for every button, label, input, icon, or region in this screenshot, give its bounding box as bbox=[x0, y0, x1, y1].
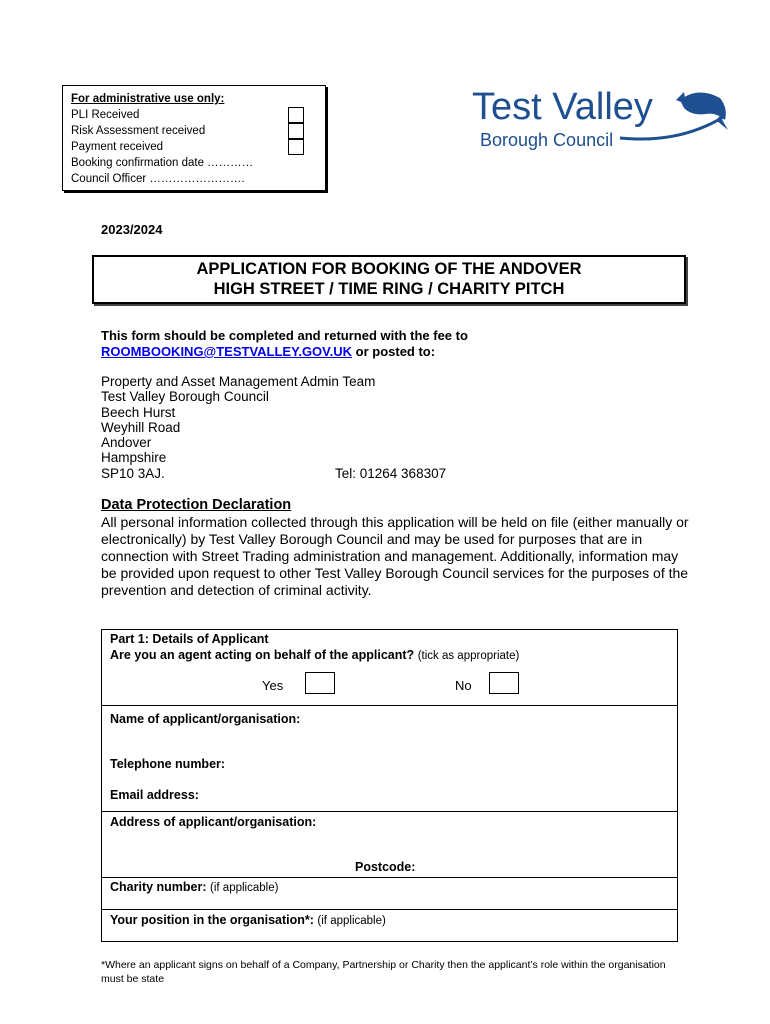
charity-row bbox=[102, 877, 677, 910]
logo-text-sub: Borough Council bbox=[480, 130, 614, 150]
agent-no-checkbox[interactable] bbox=[489, 672, 519, 694]
agent-question-note: (tick as appropriate) bbox=[417, 650, 520, 662]
charity-number-field[interactable] bbox=[110, 880, 278, 894]
address-line: Hampshire bbox=[101, 450, 167, 466]
address-line: Test Valley Borough Council bbox=[101, 389, 269, 405]
payment-received-checkbox[interactable] bbox=[288, 139, 304, 155]
address-row bbox=[102, 811, 677, 878]
logo-text-main: Test Valley bbox=[472, 86, 653, 128]
email-link[interactable]: ROOMBOOKING@TESTVALLEY.GOV.UK bbox=[101, 344, 353, 359]
address-line: Weyhill Road bbox=[101, 419, 181, 435]
address-line: Andover bbox=[101, 435, 152, 451]
admin-line-pli: PLI Received bbox=[71, 109, 140, 121]
data-protection-text: All personal information collected through this application will be held on file (either manually or electronically) by Test Valley Borough Council and may be used for purposes that are in connection with Street Trading administration and management. Additionally, information may be provided upon request to other Test Valley Borough Council services for the purposes of the prevention and detection of criminal activity. bbox=[101, 514, 689, 598]
agent-question-text: Are you an agent acting on behalf of the applicant? bbox=[110, 648, 415, 662]
form-title-line2: HIGH STREET / TIME RING / CHARITY PITCH bbox=[213, 280, 565, 298]
risk-assessment-checkbox[interactable] bbox=[288, 123, 304, 139]
admin-line-risk: Risk Assessment received bbox=[71, 125, 206, 137]
position-label: Your position in the organisation*: bbox=[110, 913, 314, 927]
contact-section bbox=[102, 705, 677, 877]
form-title-line1: APPLICATION FOR BOOKING OF THE ANDOVER bbox=[196, 260, 582, 278]
no-label: No bbox=[455, 678, 472, 693]
admin-title: For administrative use only: bbox=[71, 93, 225, 105]
telephone-text: Tel: 01264 368307 bbox=[335, 466, 447, 481]
fish-icon bbox=[676, 92, 728, 130]
footnote: *Where an applicant signs on behalf of a Company, Partnership or Charity then the applicant’s role within the organisation must be state bbox=[101, 959, 666, 985]
intro-after-email: or posted to: bbox=[352, 344, 436, 359]
admin-line-officer: Council Officer ……………………. bbox=[71, 173, 245, 185]
part1-details-table bbox=[101, 629, 678, 942]
part1-heading: Part 1: Details of Applicant bbox=[110, 632, 269, 646]
applicant-address-field[interactable]: Address of applicant/organisation: bbox=[110, 815, 317, 829]
address-line: Beech Hurst bbox=[101, 404, 176, 420]
postcode-field[interactable]: Postcode: bbox=[355, 860, 416, 874]
applicant-name-field[interactable]: Name of applicant/organisation: bbox=[110, 712, 301, 726]
test-valley-logo bbox=[470, 86, 732, 152]
agent-question bbox=[110, 648, 519, 662]
intro-text bbox=[101, 328, 468, 360]
charity-number-label: Charity number: bbox=[110, 880, 207, 894]
admin-line-payment: Payment received bbox=[71, 141, 164, 153]
year-label: 2023/2024 bbox=[101, 222, 163, 237]
form-title bbox=[92, 255, 686, 304]
telephone-field[interactable]: Telephone number: bbox=[110, 757, 226, 771]
admin-line-booking-date: Booking confirmation date ………… bbox=[71, 157, 254, 169]
data-protection-heading: Data Protection Declaration bbox=[101, 497, 292, 513]
intro-line1: This form should be completed and returned with the fee to bbox=[101, 328, 468, 343]
address-line: SP10 3AJ. bbox=[101, 465, 165, 481]
position-note: (if applicable) bbox=[317, 915, 386, 927]
email-field[interactable]: Email address: bbox=[110, 788, 199, 802]
yes-label: Yes bbox=[262, 678, 284, 693]
pli-received-checkbox[interactable] bbox=[288, 107, 304, 123]
position-field[interactable] bbox=[110, 913, 386, 927]
admin-use-box bbox=[62, 85, 326, 191]
agent-yes-checkbox[interactable] bbox=[305, 672, 335, 694]
charity-number-note: (if applicable) bbox=[210, 882, 279, 894]
position-row bbox=[102, 909, 677, 941]
address-line: Property and Asset Management Admin Team bbox=[101, 374, 376, 389]
